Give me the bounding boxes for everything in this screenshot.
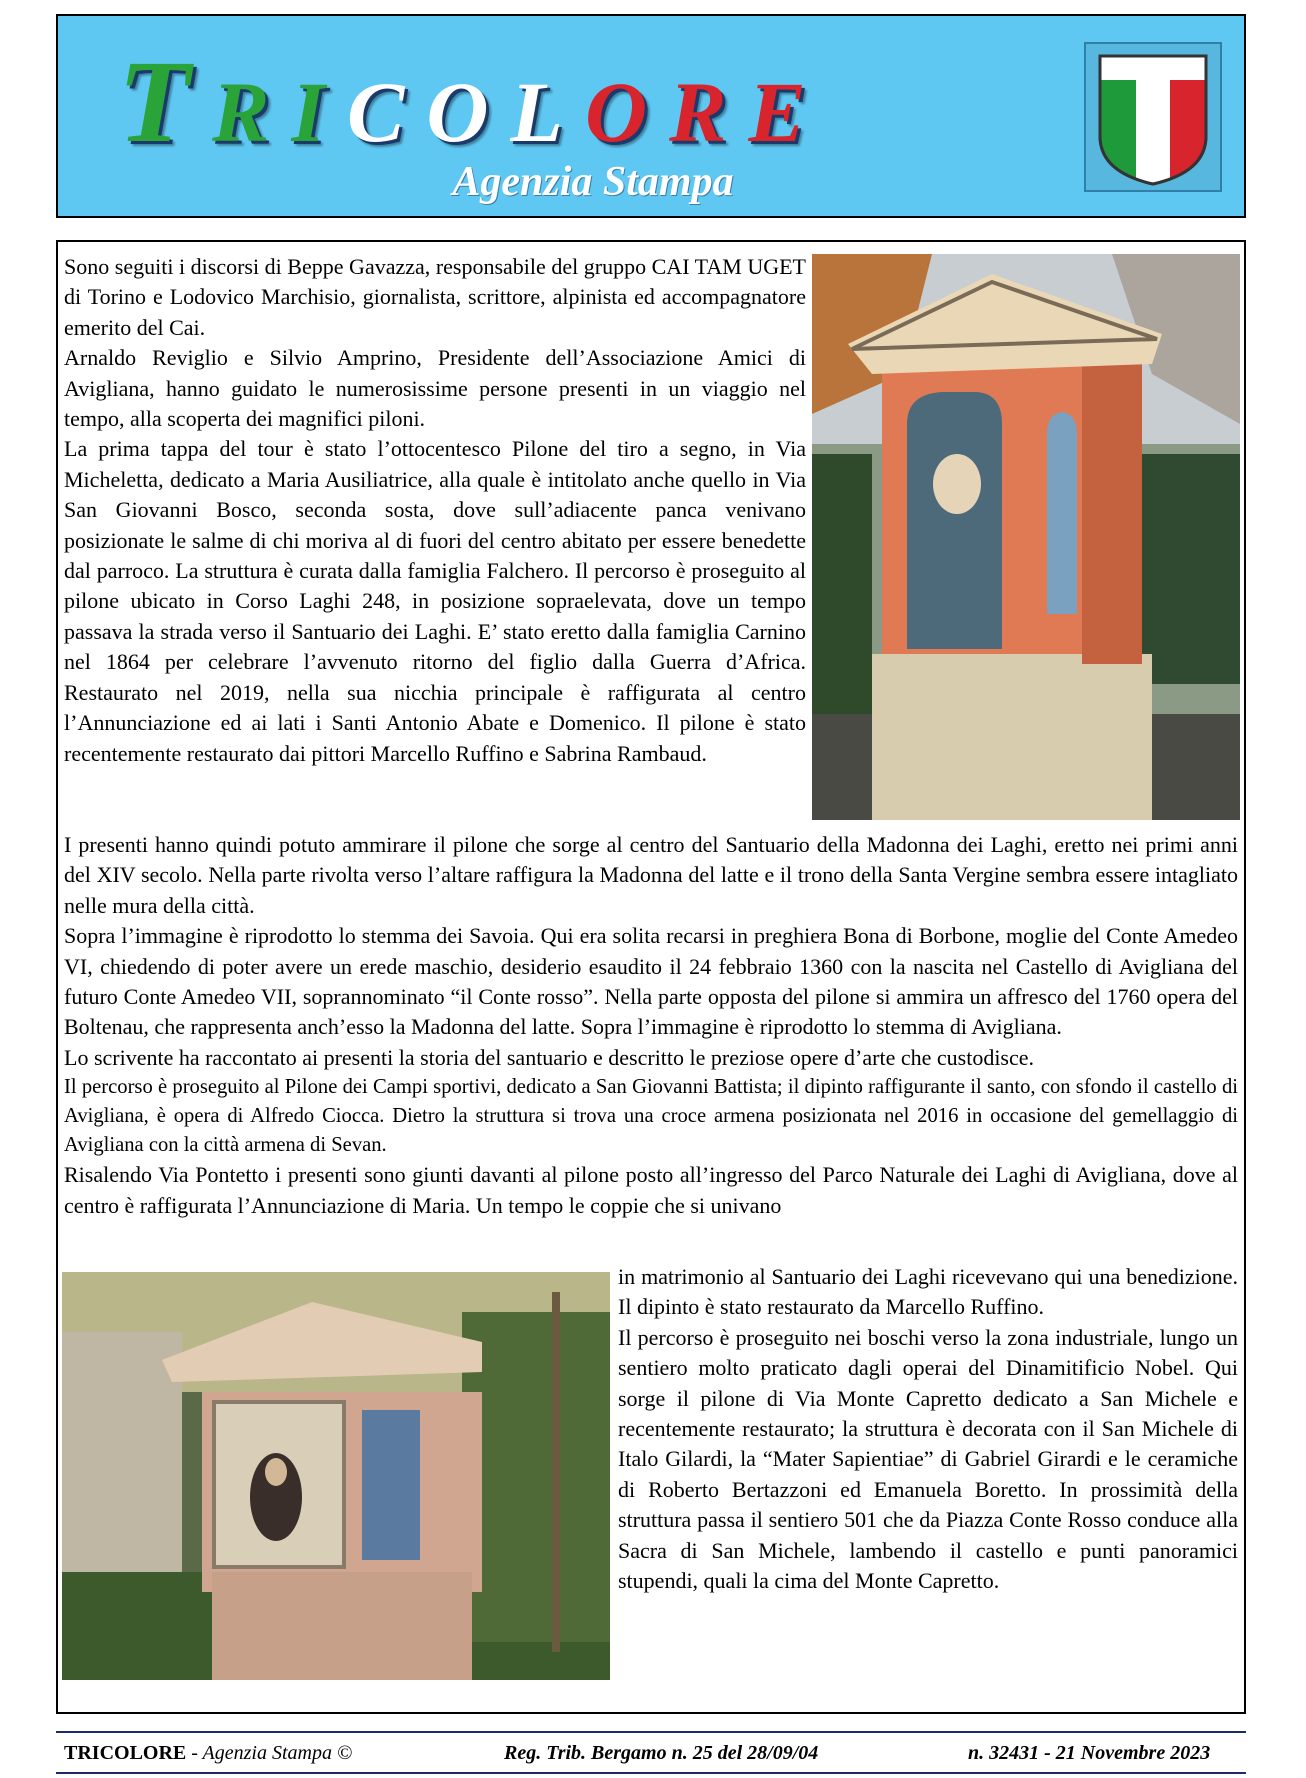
photo-pilone-parco-laghi <box>62 1272 610 1680</box>
article-paragraph: Il percorso è proseguito al Pilone dei Campi sportivi, dedicato a San Giovanni Battista; il dipinto raffigurante il santo, con sfondo il castello di Avigliana, è opera di Alfredo Ciocca. Dietro la struttura si trova una croce armena posizionata nel 2016 in occasione del gemellaggio di Avigliana con la città armena di Sevan. <box>64 1076 1238 1157</box>
article-paragraph: Sono seguiti i discorsi di Beppe Gavazza, responsabile del gruppo CAI TAM UGET di Torino e Lodovico Marchisio, giornalista, scrittore, alpinista ed accompagnatore emerito del Cai. <box>64 254 806 340</box>
title-letter: C <box>346 64 405 160</box>
photo-pilone-corso-laghi <box>812 254 1240 820</box>
footer-brand <box>64 1742 352 1765</box>
masthead-title <box>118 34 828 167</box>
article-paragraph: I presenti hanno quindi potuto ammirare il pilone che sorge al centro del Santuario della Madonna dei Laghi, eretto nei primi anni del XIV secolo. Nella parte rivolta verso l’altare raffigura la Madonna del latte e il trono della Santa Vergine sembra essere intagliato nelle mura della città. <box>64 832 1238 918</box>
article-middle-column <box>64 830 1238 1221</box>
masthead-banner <box>56 14 1246 218</box>
title-letter: E <box>748 64 806 160</box>
article-paragraph: Lo scrivente ha raccontato ai presenti la storia del santuario e descritto le preziose opere d’arte che custodisce. <box>64 1044 1035 1070</box>
article-paragraph: Sopra l’immagine è riprodotto lo stemma dei Savoia. Qui era solita recarsi in preghiera Bona di Borbone, moglie del Conte Amedeo VI, chiedendo di poter avere un erede maschio, desiderio esaudito il 24 febbraio 1360 con la nascita nel Castello di Avigliana del futuro Conte Amedeo VII, soprannominato “il Conte rosso”. Nella parte opposta del pilone si ammira un affresco del 1760 opera del Boltenau, che rappresenta anch’esso la Madonna del latte. Sopra l’immagine è riprodotto lo stemma di Avigliana. <box>64 923 1238 1040</box>
article-bottom-column <box>618 1262 1238 1596</box>
footer-rule-bottom <box>56 1772 1246 1774</box>
article-paragraph: Arnaldo Reviglio e Silvio Amprino, Presidente dell’Associazione Amici di Avigliana, hanno guidato le numerosissime persone presenti in un viaggio nel tempo, alla scoperta dei magnifici piloni. <box>64 345 806 432</box>
title-letter: I <box>291 64 325 160</box>
article-top-column <box>64 252 806 769</box>
article-paragraph: Il percorso è proseguito nei boschi verso la zona industriale, lungo un sentiero molto praticato dagli operai del Dinamitificio Nobel. Qui sorge il pilone di Via Monte Capretto dedicato a San Michele e recentemente restaurato; la struttura è decorata con il San Michele di Italo Gilardi, la “Mater Sapientiae” di Gabriel Girardi e le ceramiche di Roberto Bertazzoni ed Emanuela Boretto. In prossimità della struttura passa il sentiero 501 che da Piazza Conte Rosso conduce alla Sacra di San Michele, lambendo il castello e punti panoramici stupendi, quali la cima del Monte Capretto. <box>618 1324 1238 1594</box>
footer-brand-name: TRICOLORE <box>64 1742 187 1764</box>
article-paragraph: in matrimonio al Santuario dei Laghi ricevevano qui una benedizione. Il dipinto è stato restaurato da Marcello Ruffino. <box>618 1264 1238 1320</box>
title-letter: R <box>669 64 727 160</box>
footer-issue: n. 32431 - 21 Novembre 2023 <box>968 1742 1211 1764</box>
article-paragraph: La prima tappa del tour è stato l’ottocentesco Pilone del tiro a segno, in Via Micheletta, dedicato a Maria Ausiliatrice, alla quale è intitolato anche quello in Via San Giovanni Bosco, seconda sosta, dove sull’adiacente panca venivano posizionate le salme di chi moriva al di fuori del centro abitato per essere benedette dal parroco. La struttura è curata dalla famiglia Falchero. Il percorso è proseguito al pilone ubicato in Corso Laghi 248, in posizione sopraelevata, dove un tempo passava la strada verso il Santuario dei Laghi. E’ stato eretto dalla famiglia Carnino nel 1864 per celebrare l’avvenuto ritorno del figlio dalla Guerra d’Africa. Restaurato nel 2019, nella sua nicchia principale è raffigurata al centro l’Annunciazione ed ai lati i Santi Antonio Abate e Domenico. Il pilone è stato recentemente restaurato dai pittori Marcello Ruffino e Sabrina Rambaud. <box>64 436 806 766</box>
footer-rule-top <box>56 1731 1246 1733</box>
footer-brand-suffix: - Agenzia Stampa © <box>186 1742 353 1764</box>
shield-icon <box>1086 44 1220 190</box>
title-letter: O <box>584 64 648 160</box>
masthead-subtitle: Agenzia Stampa <box>452 159 734 205</box>
title-letter: L <box>510 64 563 160</box>
article-paragraph: Risalendo Via Pontetto i presenti sono giunti davanti al pilone posto all’ingresso del Parco Naturale dei Laghi di Avigliana, dove al centro è raffigurata l’Annunciazione di Maria. Un tempo le coppie che si univano <box>64 1162 1238 1218</box>
footer-registration: Reg. Trib. Bergamo n. 25 del 28/09/04 <box>504 1742 819 1764</box>
title-letter: O <box>426 64 489 160</box>
title-letter: T <box>118 36 191 167</box>
tricolor-shield-logo <box>1084 42 1222 192</box>
title-letter: R <box>212 64 270 160</box>
